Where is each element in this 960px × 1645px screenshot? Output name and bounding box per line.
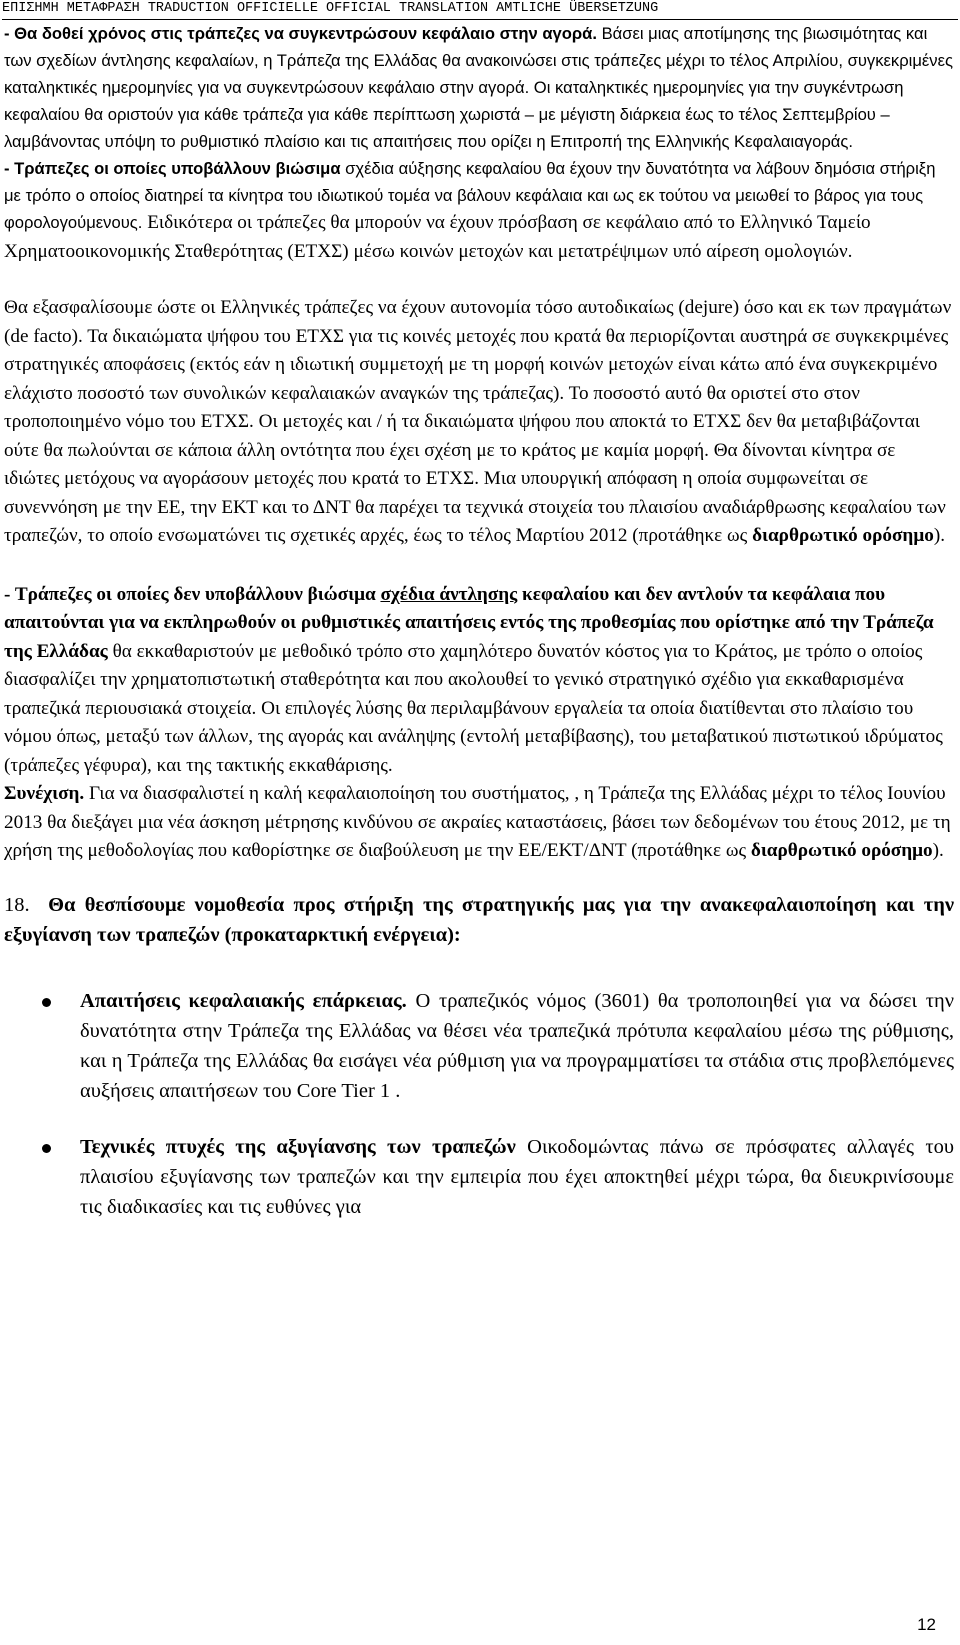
translation-header: ΕΠΙΣΗΜΗ ΜΕΤΑΦΡΑΣΗ TRADUCTION OFFICIELLE OFFICIAL TRANSLATION AMTLICHE ÜBERSETZUNG <box>2 0 958 20</box>
bullet-resolution-technical <box>4 1132 954 1222</box>
spacer <box>4 950 954 970</box>
underlined-heading-part: σχέδια άντλησης <box>380 583 518 605</box>
section-18-heading <box>4 890 954 950</box>
spacer <box>4 1106 954 1116</box>
section-number: 18. <box>4 893 30 916</box>
bullet-capital-adequacy <box>4 986 954 1106</box>
document-body <box>4 20 954 1222</box>
bullet-icon <box>42 1144 51 1153</box>
milestone-label: διαρθρωτικό ορόσημο <box>750 840 933 861</box>
paragraph-viable-banks <box>4 155 954 266</box>
milestone-label: διαρθρωτικό ορόσημο <box>752 525 934 546</box>
paragraph-text: Για να διασφαλιστεί η καλή κεφαλαιοποίηση του συστήματος, , η Τράπεζα της Ελλάδας μέχρι το τέλος Ιουνίου 2013 θα διεξάγει μια νέα άσκηση μέτρησης κινδύνου σε ακραίες καταστάσεις, βάσει των δεδομένων του έτους 2012, με τη χρήση της μεθοδολογίας που καθορίστηκε σε διαβούλευση με την ΕΕ/ΕΚΤ/ΔΝΤ (προτάθηκε ως <box>4 783 951 861</box>
paragraph-capital-raising-time <box>4 20 954 155</box>
paragraph-heading: - Θα δοθεί χρόνος στις τράπεζες να συγκεντρώσουν κεφάλαιο στην αγορά. <box>4 24 597 43</box>
page-number: 12 <box>917 1615 936 1634</box>
paragraph-bank-autonomy <box>4 294 954 551</box>
paragraph-text: Βάσει μιας αποτίμησης της βιωσιμότητας και των σχεδίων άντλησης κεφαλαίων, η Τράπεζα της Ελλάδας θα ανακοινώσει στις τράπεζες μέχρι το τέλος Απριλίου, συγκεκριμένες καταληκτικές ημερομηνίες για να συγκεντρώσουν κεφάλαιο στην αγορά. Οι καταληκτικές ημερομηνίες για την συγκέντρωση κεφαλαίου θα οριστούν για κάθε τράπεζα για κάθε περίπτωση χωριστά – με μέγιστη διάρκεια έως το τέλος Σεπτεμβρίου – λαμβάνοντας υπόψη το ρυθμιστικό πλαίσιο και τις απαιτήσεις που ορίζει η Επιτροπή της Ελληνικής Κεφαλαιαγοράς. <box>4 24 953 151</box>
section-title: Θα θεσπίσουμε νομοθεσία προς στήριξη της στρατηγικής μας για την ανακεφαλαιοποίηση και την εξυγίανση των τραπεζών (προκαταρκτική ενέργεια): <box>4 893 955 946</box>
bullet-text: Οικοδομώντας πάνω σε πρόσφατες αλλαγές του πλαισίου εξυγίανσης των τραπεζών και την εμπειρία που έχει αποκτηθεί μέχρι τώρα, θα διευκρινίσουμε τις διαδικασίες και τις ευθύνες για <box>80 1135 954 1218</box>
paragraph-text: θα εκκαθαριστούν με μεθοδικό τρόπο στο χαμηλότερο δυνατόν κόστος για το Κράτος, με τρόπο ο οποίος διασφαλίζει την χρηματοπιστωτική σταθερότητα και που ακολουθεί το γενικό στρατηγικό σχέδιο για εκκαθαρισμένα τραπεζικά περιουσιακά στοιχεία. Οι επιλογές λύσης θα περιλαμβάνουν εργαλεία τα οποία διατίθενται στο πλαίσιο του νόμου όπως, μεταξύ των άλλων, της αγοράς και ανάληψης (εντολή μεταβίβασης), του μεταβατικού πιστωτικού ιδρύματος (τράπεζες γέφυρα), και της τακτικής εκκαθάρισης. <box>4 640 943 776</box>
spacer <box>4 266 954 294</box>
bullet-heading: Απαιτήσεις κεφαλαιακής επάρκειας. <box>80 989 407 1012</box>
bullet-heading: Τεχνικές πτυχές της αξυγίανσης των τραπεζών <box>80 1135 516 1158</box>
paragraph-text: Θα εξασφαλίσουμε ώστε οι Ελληνικές τράπεζες να έχουν αυτονομία τόσο αυτοδικαίως (dejure) όσο και εκ των πραγμάτων (de facto). Τα δικαιώματα ψήφου του ΕΤΧΣ για τις κοινές μετοχές που κρατά θα περιορίζονται αυστηρά σε συγκεκριμένες στρατηγικές αποφάσεις (εκτός εάν η ιδιωτική συμμετοχή με τη μορφή κοινών μετοχών είναι κάτω από ένα συγκεκριμένο ελάχιστο ποσοστό των συνολικών κεφαλαιακών αναγκών της τράπεζας). Το ποσοστό αυτό θα οριστεί στο στον τροποποιημένο νόμο του ΕΤΧΣ. Οι μετοχές και / ή τα δικαιώματα ψήφου που αποκτά το ΕΤΧΣ δεν θα μεταβιβάζονται ούτε θα πωλούνται σε κάποια άλλη οντότητα που έχει σχέση με το κράτος με καμία μορφή. Θα δίνονται κίνητρα σε ιδιώτες μετόχους να αγοράσουν μετοχές που κρατά το ΕΤΧΣ. Μια υπουργική απόφαση η οποία συμφωνείται σε συνεννόηση με την ΕΕ, την ΕΚΤ και το ΔΝΤ θα παρέχει τα τεχνικά στοιχεία του πλαισίου αναδιάρθρωσης κεφαλαίου των τραπεζών, το οποίο ενσωματώνει τις σχετικές αρχές, έως το τέλος Μαρτίου 2012 (προτάθηκε ως <box>4 297 952 546</box>
paragraph-text: σχέδια αύξησης κεφαλαίου θα έχουν την δυνατότητα να λάβουν δημόσια στήριξη με τρόπο ο οποίος διατηρεί τα κίνητρα του ιδιωτικού τομέα να βάλουν κεφάλαια και ως εκ τούτου να μειωθεί το βάρος για τους φορολογούμενους. <box>4 159 936 232</box>
bullet-text: Ο τραπεζικός νόμος (3601) θα τροποποιηθεί για να δώσει την δυνατότητα στην Τράπεζα της Ελλάδας να θέσει νέα τραπεζικά πρότυπα κεφαλαίου μέσω της ρύθμισης, και η Τράπεζα της Ελλάδας θα εισάγει νέα ρύθμιση για να προγραμματίσει τα στάδια στις προβλεπόμενες αυξήσεις απαιτήσεων του Core Tier 1 . <box>80 989 954 1102</box>
spacer <box>4 866 954 890</box>
bullet-icon <box>42 998 51 1007</box>
paragraph-heading: - Τράπεζες οι οποίες δεν υποβάλλουν βιώσιμα <box>4 583 381 605</box>
paragraph-nonviable-banks <box>4 581 954 781</box>
paragraph-end: ). <box>933 525 945 546</box>
paragraph-heading: Συνέχιση. <box>4 783 85 804</box>
spacer <box>4 551 954 581</box>
paragraph-end: ). <box>932 840 944 861</box>
paragraph-heading-cont: κεφαλαίου και δεν αντλούν τα κεφάλαια που απαιτούνται για να εκπληρωθούν οι ρυθμιστικές απαιτήσεις εντός της προθεσμίας που ορίστηκε από την Τράπεζα της Ελλάδας <box>4 583 934 662</box>
paragraph-continuation <box>4 780 954 866</box>
paragraph-heading: - Τράπεζες οι οποίες υποβάλλουν βιώσιμα <box>4 159 341 178</box>
paragraph-text-serif: Ειδικότερα οι τράπεζες θα μπορούν να έχουν πρόσβαση σε κεφάλαιο από το Ελληνικό Ταμείο Χρηματοοικονομικής Σταθερότητας (ΕΤΧΣ) μέσω κοινών μετοχών και μετατρέψιμων υπό αίρεση ομολογιών. <box>4 212 871 262</box>
